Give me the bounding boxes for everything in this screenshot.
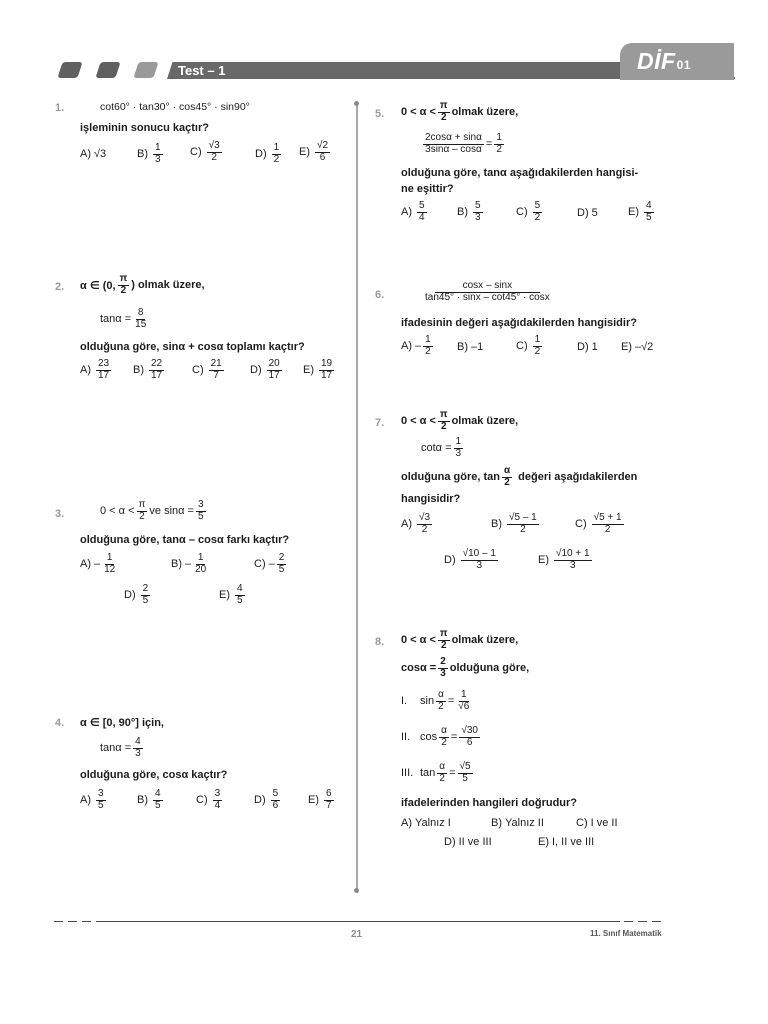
option-label: C) [196, 794, 208, 806]
question-text: olduğuna göre, tanα – cosα farkı kaçtır? [80, 534, 290, 546]
option-label: E) [219, 589, 230, 601]
given-den: 3 [455, 447, 462, 459]
option-num: 1 [273, 142, 280, 153]
eq-rhs-num: 1 [496, 132, 502, 143]
header-bar [167, 62, 633, 79]
option-value: Yalnız II [505, 817, 544, 829]
question-given [421, 437, 465, 459]
statement-3 [401, 762, 475, 784]
statement-fn: tan [420, 767, 436, 779]
option-den: 2 [273, 153, 280, 165]
option-num: √5 + 1 [593, 512, 622, 523]
statement-roman: I. [401, 695, 408, 707]
option-label: A) [401, 817, 412, 829]
option-e[interactable] [219, 584, 247, 606]
option-label: C) [254, 558, 266, 570]
option-den: 17 [98, 369, 110, 381]
cond-num: π [439, 100, 448, 111]
statement-arg-num: α [438, 689, 444, 700]
option-num: 5 [475, 200, 481, 211]
statement-1 [401, 690, 473, 712]
option-num: 1 [155, 142, 161, 153]
given-den: 3 [440, 667, 446, 679]
option-label: A) [401, 340, 412, 352]
brand-sub: 01 [676, 58, 691, 72]
cond-mid: ve sinα = [149, 505, 194, 517]
option-label: B) [171, 558, 182, 570]
option-label: C) [190, 146, 202, 158]
option-a[interactable] [80, 359, 113, 381]
option-c[interactable] [516, 201, 544, 223]
option-num: 6 [326, 788, 332, 799]
given-den: 3 [135, 747, 141, 759]
statement-arg-num: α [441, 725, 447, 736]
question-text-line-2: hangisidir? [401, 493, 461, 505]
option-num: 21 [210, 358, 222, 369]
statement-eq: = [450, 731, 458, 743]
option-c[interactable] [516, 335, 544, 357]
question-given [100, 308, 150, 330]
option-c[interactable] [254, 553, 288, 575]
option-label: C) [516, 206, 528, 218]
option-label: B) [457, 206, 468, 218]
eq-rhs-den: 2 [496, 143, 502, 155]
option-num: 1 [425, 334, 431, 345]
question-number: 8. [375, 636, 385, 648]
option-den: 5 [237, 594, 243, 606]
option-label: E) [299, 146, 310, 158]
statement-arg-den: 2 [439, 772, 445, 784]
option-den: 5 [646, 211, 652, 223]
cond-pre: 0 < α < [401, 106, 436, 118]
cond-den: 2 [440, 420, 447, 432]
option-num: √10 – 1 [462, 548, 496, 559]
question-number: 4. [55, 717, 65, 729]
statement-eq: = [447, 695, 455, 707]
option-value: II ve III [458, 836, 492, 848]
cond-pre: 0 < α < [401, 634, 436, 646]
question-given [100, 737, 145, 759]
cond-pre: α ∈ (0, [80, 279, 116, 292]
footer-dash [624, 921, 633, 922]
option-label: B) [133, 364, 144, 376]
option-num: 2 [142, 583, 149, 594]
option-den: 6 [319, 151, 326, 163]
option-den: 4 [214, 799, 221, 811]
statement-arg-num: α [439, 761, 446, 772]
option-label: A) [401, 518, 412, 530]
option-b[interactable] [457, 201, 485, 223]
option-num: √3 [419, 512, 431, 523]
question-number: 1. [55, 102, 65, 114]
option-c[interactable] [575, 513, 626, 535]
question-text: ifadelerinden hangileri doğrudur? [401, 797, 578, 809]
option-a[interactable] [401, 201, 429, 223]
footer-dash [638, 921, 647, 922]
option-label: E) [308, 794, 319, 806]
statement-num: 1 [461, 689, 467, 700]
option-b[interactable] [171, 553, 210, 575]
question-text: ifadesinin değeri aşağıdakilerden hangisidir? [401, 317, 637, 329]
option-num: 3 [214, 788, 221, 799]
question-equation: $\frac{2\cos\alpha + \sin\alpha}{3\sin\alpha - \cos\alpha}$ = $\frac{1}{2}$ [425, 132, 502, 155]
question-pre: olduğuna göre, tan [401, 471, 500, 483]
option-label: A) [80, 558, 91, 570]
option-den: 4 [419, 211, 425, 223]
cond-num: π [439, 409, 448, 420]
option-label: E) [303, 364, 314, 376]
given-lhs: cotα = [421, 442, 452, 454]
option-e[interactable] [538, 549, 594, 571]
option-label: B) [491, 817, 502, 829]
cond-den2: 5 [197, 510, 204, 522]
cond-pre: 0 < α < [401, 415, 436, 427]
option-b[interactable] [491, 513, 541, 535]
statement-eq: = [449, 767, 456, 779]
question-text-line-1: olduğuna göre, tanα aşağıdakilerden hangisi- [401, 167, 639, 179]
option-den: 17 [268, 369, 280, 381]
option-e[interactable] [299, 141, 332, 163]
option-value: –√2 [635, 341, 654, 353]
option-a[interactable] [401, 817, 451, 829]
option-b[interactable] [137, 143, 165, 165]
option-den: 20 [195, 563, 207, 575]
option-den: 3 [475, 211, 481, 223]
expr-num: cosx – sinx [435, 281, 540, 293]
given-num: 8 [137, 307, 144, 318]
given-num: 2 [440, 656, 446, 667]
option-label: D) [577, 207, 589, 219]
option-label: A) [80, 364, 91, 376]
option-value: √3 [94, 148, 107, 160]
option-label: A) [80, 794, 91, 806]
option-num: 3 [98, 788, 104, 799]
cond-den: 2 [440, 111, 447, 123]
question-condition [401, 629, 518, 651]
option-num: 1 [197, 552, 204, 563]
statement-roman: III. [401, 767, 414, 779]
option-label: B) [457, 341, 468, 353]
question-condition [401, 101, 518, 123]
option-a[interactable] [80, 553, 119, 575]
statement-arg-den: 2 [441, 736, 447, 748]
option-a[interactable] [80, 789, 108, 811]
question-expression: cot60° · tan30° · cos45° · sin90° [100, 101, 250, 113]
option-den: 2 [534, 211, 541, 223]
option-b[interactable] [133, 359, 166, 381]
book-title: 11. Sınıf Matematik [590, 929, 662, 938]
option-value: I, II ve III [552, 836, 595, 848]
question-number: 6. [375, 289, 385, 301]
option-d[interactable] [250, 359, 284, 381]
option-label: E) [538, 836, 549, 848]
given-lhs: tanα = [100, 742, 132, 754]
question-text: olduğuna göre, sinα + cosα toplamı kaçtır? [80, 341, 305, 353]
option-den: 5 [155, 799, 161, 811]
statement-roman: II. [401, 731, 411, 743]
option-c[interactable] [576, 817, 618, 829]
footer-dash [82, 921, 91, 922]
question-text: işleminin sonucu kaçtır? [80, 122, 209, 134]
cond-den: 2 [440, 639, 447, 651]
footer-dash [54, 921, 63, 922]
option-num: √5 – 1 [509, 512, 537, 523]
given-lhs: cosα = [401, 662, 437, 674]
question-den: 2 [504, 476, 510, 488]
divider-dot-top [354, 101, 359, 106]
option-d[interactable] [124, 584, 152, 606]
option-num: √3 [208, 140, 220, 151]
option-num: 23 [98, 358, 110, 369]
cond-num: π [138, 499, 146, 510]
cond-post: olmak üzere, [451, 415, 519, 427]
question-post: değeri aşağıdakilerden [518, 471, 638, 483]
header-slant-3 [133, 62, 158, 78]
question-given [401, 657, 529, 679]
option-label: B) [137, 148, 148, 160]
option-label: C) [192, 364, 204, 376]
cond-den: 2 [120, 284, 127, 296]
option-num: 5 [419, 200, 425, 211]
cond-num: π [119, 273, 128, 284]
option-e[interactable] [303, 359, 336, 381]
header-slant-1 [57, 62, 82, 78]
option-label: D) [255, 148, 267, 160]
option-den: 2 [211, 151, 217, 163]
option-den: 2 [534, 345, 541, 357]
option-label: D) [254, 794, 266, 806]
option-num: 4 [155, 788, 161, 799]
given-den: 15 [135, 318, 147, 330]
eq-den: 3sinα – cosα [425, 143, 482, 155]
question-number: 3. [55, 508, 65, 520]
option-sign: – [94, 558, 101, 570]
question-expression [421, 281, 554, 303]
cond-post: olmak üzere, [451, 634, 519, 646]
option-num: 1 [534, 334, 541, 345]
option-den: 3 [155, 153, 161, 165]
option-d[interactable] [254, 789, 282, 811]
option-a[interactable] [401, 513, 434, 535]
cond-post: ) olmak üzere, [131, 279, 205, 291]
option-a[interactable] [401, 335, 435, 357]
question-number: 7. [375, 417, 385, 429]
cond-num: π [439, 628, 448, 639]
option-e[interactable] [538, 836, 594, 848]
footer-dash [652, 921, 661, 922]
statement-fn: sin [420, 695, 435, 707]
option-label: D) [444, 836, 456, 848]
given-num: 1 [455, 436, 462, 447]
question-text: olduğuna göre, cosα kaçtır? [80, 769, 228, 781]
option-den: 6 [272, 799, 279, 811]
option-num: 4 [237, 583, 243, 594]
expr-den: tan45° · sinx – cot45° · cosx [425, 291, 550, 303]
option-den: 2 [520, 523, 526, 535]
option-den: 3 [476, 559, 483, 571]
option-den: 2 [604, 523, 611, 535]
option-b[interactable] [137, 789, 165, 811]
option-den: 17 [321, 369, 333, 381]
option-sign: – [415, 340, 422, 352]
option-e[interactable] [628, 201, 656, 223]
statement-den: 6 [466, 736, 473, 748]
option-den: 12 [104, 563, 116, 575]
option-label: D) [124, 589, 136, 601]
option-label: D) [250, 364, 262, 376]
test-title: Test – 1 [178, 63, 226, 78]
option-num: 1 [106, 552, 113, 563]
option-e[interactable] [621, 341, 653, 353]
option-value: Yalnız I [415, 817, 451, 829]
option-label: E) [538, 554, 549, 566]
option-c[interactable] [192, 359, 226, 381]
option-num: 19 [321, 358, 333, 369]
option-label: E) [621, 341, 632, 353]
option-sign: – [268, 558, 275, 570]
cond-den: 2 [139, 510, 145, 522]
option-num: 2 [278, 552, 285, 563]
option-den: 7 [326, 799, 332, 811]
cond-num2: 3 [197, 499, 204, 510]
statement-num: √5 [459, 761, 471, 772]
option-den: 7 [213, 369, 219, 381]
option-den: 5 [278, 563, 285, 575]
eq-num: 2cosα + sinα [425, 132, 482, 143]
option-num: 4 [646, 200, 652, 211]
statement-arg-den: 2 [438, 700, 444, 712]
option-d[interactable] [577, 341, 598, 353]
option-label: A) [80, 148, 91, 160]
option-d[interactable] [255, 143, 283, 165]
option-value: 5 [591, 207, 598, 219]
option-value: 1 [591, 341, 598, 353]
cond-pre: 0 < α < [100, 505, 135, 517]
question-condition [401, 410, 518, 432]
option-label: A) [401, 206, 412, 218]
option-a[interactable] [80, 148, 106, 160]
question-number: 2. [55, 281, 65, 293]
option-e[interactable] [308, 789, 336, 811]
option-c[interactable] [196, 789, 224, 811]
option-label: B) [137, 794, 148, 806]
option-label: D) [444, 554, 456, 566]
option-den: 5 [142, 594, 149, 606]
option-label: D) [577, 341, 589, 353]
statement-fn: cos [420, 731, 438, 743]
given-num: 4 [135, 736, 141, 747]
option-sign: – [185, 558, 192, 570]
page-number: 21 [351, 929, 363, 940]
option-label: C) [575, 518, 587, 530]
option-num: √10 + 1 [556, 548, 590, 559]
option-den: 17 [151, 369, 163, 381]
option-b[interactable] [457, 341, 483, 353]
option-d[interactable] [444, 549, 500, 571]
footer-rule [96, 921, 620, 922]
header-slant-2 [95, 62, 120, 78]
question-text-line-1 [401, 466, 637, 488]
option-den: 2 [421, 523, 428, 535]
option-label: E) [628, 206, 639, 218]
option-c[interactable] [190, 141, 224, 163]
option-label: B) [491, 518, 502, 530]
option-num: √2 [317, 140, 329, 151]
given-lhs: tanα = [100, 313, 132, 325]
question-condition: α ∈ [0, 90°] için, [80, 717, 164, 729]
option-b[interactable] [491, 817, 544, 829]
option-num: 5 [534, 200, 541, 211]
option-num: 22 [151, 358, 163, 369]
option-value: I ve II [590, 817, 618, 829]
option-num: 20 [268, 358, 280, 369]
question-condition [100, 500, 208, 522]
statement-num: √30 [461, 725, 478, 736]
brand-logo [637, 48, 691, 75]
option-d[interactable] [577, 207, 598, 219]
option-den: 2 [425, 345, 431, 357]
cond-post: olmak üzere, [451, 106, 519, 118]
divider-dot-bottom [354, 888, 359, 893]
option-den: 3 [570, 559, 576, 571]
option-label: C) [576, 817, 588, 829]
question-text-line-2: ne eşittir? [401, 183, 454, 195]
question-num: α [504, 465, 511, 476]
option-den: 5 [98, 799, 104, 811]
option-value: –1 [471, 341, 484, 353]
question-condition [80, 274, 205, 296]
given-post: olduğuna göre, [449, 662, 530, 674]
statement-den: 5 [462, 772, 468, 784]
question-number: 5. [375, 108, 385, 120]
statement-2 [401, 726, 482, 748]
footer-dash [68, 921, 77, 922]
option-num: 5 [272, 788, 279, 799]
column-divider [356, 103, 358, 893]
option-d[interactable] [444, 836, 492, 848]
brand-text: DİF [637, 48, 676, 74]
option-label: C) [516, 340, 528, 352]
statement-den: √6 [458, 700, 470, 712]
